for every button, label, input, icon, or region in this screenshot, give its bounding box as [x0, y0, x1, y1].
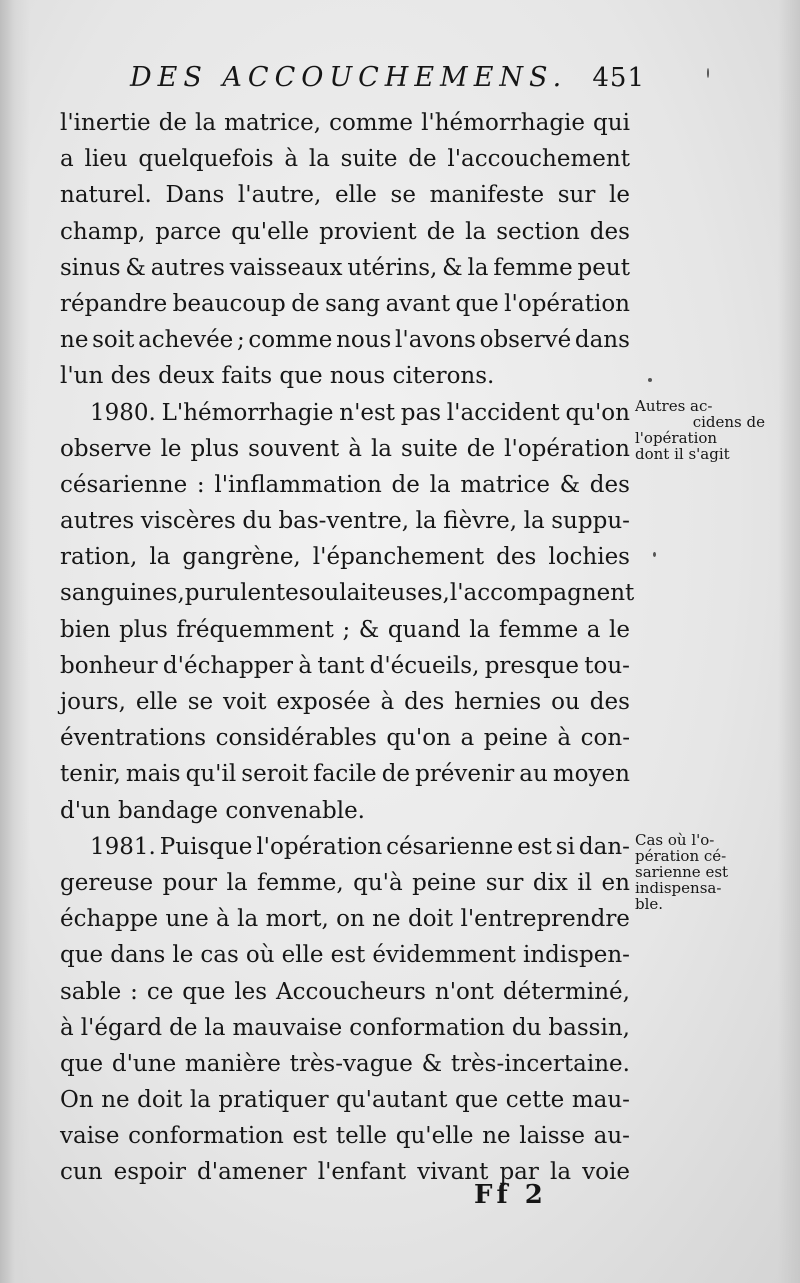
margin-note-line: dont il s'agit	[635, 445, 730, 463]
word: sinus	[60, 254, 121, 281]
word: la	[549, 1159, 572, 1186]
word: a	[60, 146, 74, 173]
word: la	[523, 508, 545, 535]
word: le	[172, 942, 194, 969]
word: l'accident	[446, 399, 560, 426]
word: fréquemment	[176, 616, 334, 643]
text-line	[60, 250, 630, 286]
word: au-	[593, 1123, 630, 1150]
text-line	[60, 395, 630, 431]
word: une	[165, 906, 209, 933]
word: femme	[493, 254, 573, 281]
text-line	[60, 105, 630, 141]
word: très-incertaine.	[450, 1050, 630, 1077]
word: &	[125, 254, 146, 281]
word: manière	[184, 1050, 281, 1077]
word: la	[429, 471, 451, 498]
word: pas	[400, 399, 442, 426]
signature-mark: Ff 2	[474, 1180, 547, 1210]
margin-note-autres-accidens	[635, 398, 765, 462]
word: observe	[60, 435, 152, 462]
word: césarienne	[60, 471, 188, 498]
margin-note-line: Autres ac-	[635, 397, 713, 415]
word: par	[499, 1159, 539, 1186]
word: :	[196, 471, 205, 498]
word: à	[60, 1014, 74, 1041]
word: en	[601, 869, 630, 896]
word: quand	[387, 616, 461, 643]
text-line	[60, 286, 630, 322]
word: ou	[551, 689, 580, 715]
word: cun	[60, 1159, 103, 1186]
word: à	[284, 146, 299, 173]
word: qu'à	[353, 869, 403, 896]
word: autres	[150, 254, 225, 281]
word: seroit	[241, 761, 309, 788]
word: qu'on	[386, 725, 451, 752]
word: de	[426, 218, 456, 245]
word: dans	[110, 942, 166, 969]
word: provient	[319, 218, 417, 245]
word: sur	[557, 182, 596, 209]
word: tou-	[584, 652, 630, 679]
word: l'autre,	[237, 182, 322, 209]
word: quelquefois	[138, 146, 274, 173]
word: l'accompagnent	[449, 580, 635, 607]
word: vivant	[417, 1159, 489, 1186]
word: ne	[60, 327, 89, 354]
word: du	[242, 508, 272, 535]
word: a	[586, 616, 601, 643]
text-line	[60, 829, 630, 865]
word: utérins,	[347, 254, 438, 281]
word: la	[467, 254, 489, 281]
text-line	[60, 322, 630, 358]
word: gangrène,	[182, 544, 301, 571]
word: qu'elle	[395, 1123, 474, 1150]
margin-note-cas-indispensable	[635, 832, 765, 912]
word: suite	[340, 146, 398, 173]
word: espoir	[113, 1159, 186, 1186]
word: plus	[190, 435, 240, 462]
word: la	[204, 1014, 226, 1041]
word: doit	[137, 1087, 183, 1114]
word: mau-	[571, 1087, 630, 1114]
word: autres	[60, 508, 135, 535]
word: d'amener	[197, 1159, 307, 1186]
word: avant	[385, 290, 451, 317]
word: l'inflammation	[214, 471, 382, 498]
text-line	[60, 1046, 630, 1082]
word: à	[557, 725, 572, 752]
word: ;	[342, 616, 351, 643]
word: voit	[223, 689, 267, 715]
text-line: d'un bandage convenable.	[60, 797, 365, 824]
word: Accoucheurs	[276, 978, 426, 1005]
word: la	[415, 508, 437, 535]
text-line	[60, 1082, 630, 1118]
word: de	[408, 146, 437, 173]
margin-note-line: indispensa-	[635, 879, 722, 897]
word: des	[404, 689, 445, 715]
word: champ,	[60, 218, 146, 245]
word: d'écueils,	[369, 652, 480, 679]
word: souvent	[248, 435, 340, 462]
word: vaise	[60, 1123, 120, 1150]
text-line	[60, 937, 630, 973]
word: purulentes	[184, 580, 311, 607]
margin-note-line: cidens de	[692, 413, 765, 431]
word: cette	[505, 1087, 565, 1114]
word: l'enfant	[317, 1159, 407, 1186]
word: naturel.	[60, 182, 152, 209]
word: considérables	[215, 725, 377, 752]
word: il	[577, 869, 593, 896]
text-line	[60, 865, 630, 901]
word: de	[381, 761, 411, 788]
page-edge-shadow	[778, 0, 800, 1283]
word: vaisseaux	[229, 254, 343, 281]
word: évidemment	[372, 942, 516, 969]
word: ne	[372, 906, 401, 933]
word: ne	[101, 1087, 130, 1114]
ink-speck	[648, 378, 652, 382]
word: peut	[577, 254, 630, 281]
word: comme	[248, 327, 333, 354]
word: ration,	[60, 544, 138, 571]
word: Dans	[165, 182, 225, 209]
text-line	[60, 467, 630, 503]
text-line	[60, 1118, 630, 1154]
word: matrice	[460, 471, 550, 498]
margin-note-line: l'opération	[635, 429, 718, 447]
word: On	[60, 1087, 94, 1114]
word: mort,	[265, 906, 329, 933]
word: le	[609, 616, 630, 643]
word: la	[469, 616, 491, 643]
word: femme	[498, 616, 579, 643]
text-line	[60, 1010, 630, 1046]
text-line	[60, 575, 635, 611]
page-gutter-shadow	[0, 0, 30, 1283]
word: des	[589, 689, 630, 715]
word: voie	[582, 1159, 630, 1186]
word: déterminé,	[502, 978, 630, 1005]
word: à	[380, 689, 395, 715]
word: bassin,	[548, 1014, 630, 1041]
word: que	[455, 290, 499, 317]
word: l'épanchement	[312, 544, 485, 571]
word: d'une	[111, 1050, 177, 1077]
word: presque	[484, 652, 579, 679]
word: l'opération	[504, 435, 630, 462]
word: au	[519, 761, 548, 788]
word: &	[421, 1050, 443, 1077]
word: des	[589, 218, 630, 245]
word: l'opération	[504, 290, 630, 317]
word: elle	[334, 182, 377, 209]
word: indispen-	[522, 942, 630, 969]
word: la	[465, 218, 487, 245]
word: dix	[532, 869, 568, 896]
word: qu'autant	[336, 1087, 448, 1114]
word: l'entreprendre	[460, 906, 630, 933]
word: qu'il	[185, 761, 237, 788]
word: sable	[60, 978, 122, 1005]
word: tenir,	[60, 761, 121, 788]
text-line	[60, 648, 630, 684]
word: mais	[125, 761, 181, 788]
main-text-block	[60, 105, 635, 1191]
word: ou	[310, 580, 340, 607]
margin-note-line: pération cé-	[635, 847, 727, 865]
word: observé	[479, 327, 572, 354]
word: gereuse	[60, 869, 154, 896]
word: le	[160, 435, 182, 462]
word: se	[187, 689, 214, 715]
text-line: l'un des deux faits que nous citerons.	[60, 363, 495, 390]
word: dan-	[578, 833, 630, 860]
word: l'hémorrhagie	[421, 110, 586, 136]
word: cas	[200, 942, 239, 969]
word: femme,	[257, 869, 344, 896]
word: des	[496, 544, 537, 571]
word: comme	[329, 110, 414, 136]
word: de	[466, 435, 496, 462]
word: lochies	[548, 544, 630, 571]
word: échappe	[60, 906, 159, 933]
word: telle	[335, 1123, 388, 1150]
word: sur	[485, 869, 524, 896]
word: suppu-	[551, 508, 630, 535]
word: de	[391, 471, 420, 498]
word: 1980.	[90, 399, 156, 426]
word: Puisque	[159, 833, 253, 860]
page-number: 451	[592, 63, 645, 93]
word: l'inertie	[60, 110, 151, 136]
text-line	[60, 503, 630, 539]
word: dans	[574, 327, 630, 354]
word: est	[517, 833, 552, 860]
word: laisse	[519, 1123, 585, 1150]
word: qu'elle	[231, 218, 310, 245]
word: l'opération	[256, 833, 383, 860]
word: &	[442, 254, 463, 281]
text-line	[60, 612, 630, 648]
word: achevée	[138, 327, 234, 354]
word: &	[358, 616, 380, 643]
word: peine	[483, 725, 548, 752]
word: ce	[146, 978, 174, 1005]
text-line	[60, 901, 630, 937]
word: elle	[135, 689, 178, 715]
word: on	[336, 906, 365, 933]
text-line	[60, 141, 630, 177]
word: la	[149, 544, 171, 571]
word: où	[245, 942, 275, 969]
margin-note-line: ble.	[635, 895, 664, 913]
word: lieu	[84, 146, 128, 173]
word: section	[496, 218, 580, 245]
word: pour	[162, 869, 218, 896]
word: jours,	[60, 689, 126, 715]
word: à	[298, 652, 313, 679]
ink-speck	[707, 68, 709, 78]
word: l'avons	[395, 327, 476, 354]
word: exposée	[276, 689, 371, 715]
word: la	[195, 110, 217, 136]
word: manifeste	[429, 182, 545, 209]
word: pratiquer	[218, 1087, 329, 1114]
margin-note-line: Cas où l'o-	[635, 831, 715, 849]
word: le	[608, 182, 630, 209]
word: répandre	[60, 290, 168, 317]
word: est	[330, 942, 366, 969]
word: prévenir	[415, 761, 515, 788]
word: conformation	[128, 1123, 284, 1150]
word: qui	[593, 110, 630, 136]
word: que	[60, 1050, 104, 1077]
word: beaucoup	[172, 290, 286, 317]
margin-note-line: sarienne est	[635, 863, 729, 881]
word: &	[559, 471, 581, 498]
word: 1981.	[90, 833, 156, 860]
text-line	[60, 720, 630, 756]
word: à	[216, 906, 230, 933]
text-line	[60, 756, 630, 792]
word: a	[460, 725, 475, 752]
word: d'échapper	[162, 652, 294, 679]
word: du	[511, 1014, 542, 1041]
word: ;	[236, 327, 245, 354]
word: n'ont	[434, 978, 494, 1005]
word: césarienne	[386, 833, 514, 860]
word: mauvaise	[232, 1014, 343, 1041]
word: bien	[60, 616, 111, 643]
word: plus	[119, 616, 168, 643]
word: :	[130, 978, 138, 1005]
word: n'est	[339, 399, 396, 426]
word: parce	[155, 218, 222, 245]
word: bas-ventre,	[278, 508, 410, 535]
word: se	[390, 182, 416, 209]
word: moyen	[552, 761, 630, 788]
running-head-title: DES ACCOUCHEMENS.	[130, 62, 568, 93]
word: l'égard	[80, 1014, 163, 1041]
word: qu'on	[565, 399, 630, 426]
word: l'accouchement	[447, 146, 630, 173]
word: suite	[401, 435, 458, 462]
word: très-vague	[289, 1050, 413, 1077]
text-line	[60, 431, 630, 467]
word: peine	[412, 869, 477, 896]
word: sanguines,	[60, 580, 185, 607]
word: conformation	[349, 1014, 505, 1041]
word: les	[234, 978, 268, 1005]
word: bonheur	[60, 652, 158, 679]
word: sang	[325, 290, 381, 317]
word: la	[370, 435, 393, 462]
word: que	[455, 1087, 499, 1114]
word: la	[226, 869, 248, 896]
ink-speck	[653, 552, 656, 557]
word: la	[308, 146, 330, 173]
word: la	[189, 1087, 211, 1114]
word: éventrations	[60, 725, 207, 752]
word: à	[348, 435, 362, 462]
running-head	[130, 62, 645, 102]
word: nous	[336, 327, 392, 354]
text-line	[60, 684, 630, 720]
word: con-	[580, 725, 630, 752]
word: facile	[313, 761, 377, 788]
word: de	[291, 290, 320, 317]
word: que	[60, 942, 104, 969]
word: est	[292, 1123, 328, 1150]
word: si	[555, 833, 575, 860]
word: viscères	[140, 508, 236, 535]
word: tant	[317, 652, 365, 679]
word: soit	[92, 327, 135, 354]
text-line	[60, 974, 630, 1010]
word: fièvre,	[443, 508, 518, 535]
text-line	[60, 539, 630, 575]
text-line	[60, 214, 630, 250]
word: de	[169, 1014, 198, 1041]
word: que	[182, 978, 226, 1005]
text-line	[60, 177, 630, 213]
word: des	[589, 471, 630, 498]
word: L'hémorrhagie	[161, 399, 334, 426]
word: laiteuses,	[339, 580, 450, 607]
word: elle	[281, 942, 324, 969]
word: la	[237, 906, 259, 933]
word: doit	[407, 906, 454, 933]
word: matrice,	[224, 110, 322, 136]
word: de	[158, 110, 188, 136]
word: hernies	[454, 689, 542, 715]
word: ne	[482, 1123, 511, 1150]
